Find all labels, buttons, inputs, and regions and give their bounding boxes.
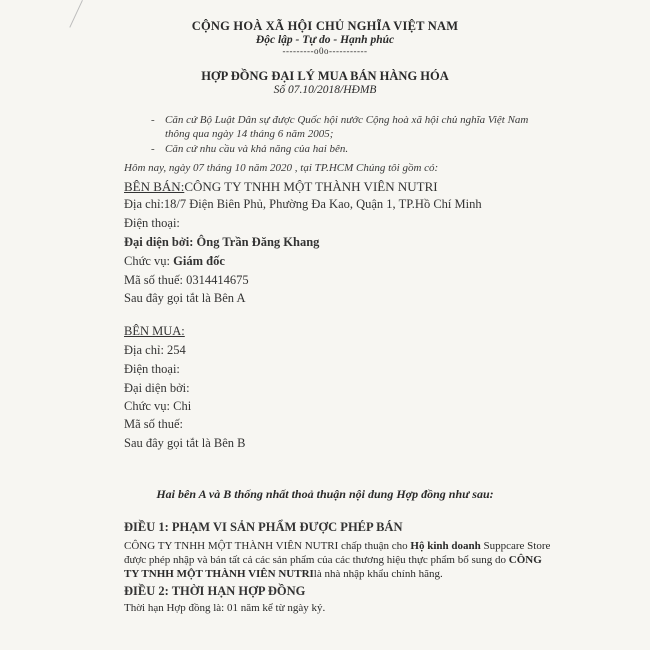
today-line: Hôm nay, ngày 07 tháng 10 năm 2020 , tại TP.HCM Chúng tôi gồm có: bbox=[124, 162, 439, 174]
party-a-address: Địa chỉ:18/7 Điện Biên Phủ, Phường Đa Kao, Quận 1, TP.Hồ Chí Minh bbox=[124, 197, 482, 211]
party-a-name: CÔNG TY TNHH MỘT THÀNH VIÊN NUTRI bbox=[184, 179, 438, 194]
party-a-title bbox=[124, 180, 438, 193]
party-a-position-label: Chức vụ: bbox=[124, 254, 174, 268]
party-a-position bbox=[124, 255, 225, 268]
basis-1-line-2: thông qua ngày 14 tháng 6 năm 2005; bbox=[165, 128, 334, 140]
article-1-line-2 bbox=[124, 555, 542, 566]
party-b-alias: Sau đây gọi tắt là Bên B bbox=[124, 436, 246, 450]
party-a-alias: Sau đây gọi tắt là Bên A bbox=[124, 291, 246, 305]
motto: Độc lập - Tự do - Hạnh phúc bbox=[255, 34, 395, 46]
article-1-line-3-a: TY TNHH MỘT THÀNH VIÊN NUTRI bbox=[124, 568, 314, 580]
article-1-line-1-a: CÔNG TY TNHH MỘT THÀNH VIÊN NUTRI chấp thuận cho bbox=[124, 540, 411, 552]
party-a-phone: Điện thoại: bbox=[124, 216, 180, 230]
article-2-line-1: Thời hạn Hợp đồng là: 01 năm kể từ ngày ký. bbox=[124, 602, 326, 614]
article-1-line-1 bbox=[124, 541, 550, 552]
bullet-dot: - bbox=[151, 114, 155, 126]
party-a-position-value: Giám đốc bbox=[173, 254, 225, 268]
article-1-line-2-a: được phép nhập và bán tất cả các sản phẩm của các thương hiệu thực phẩm bổ sung do bbox=[124, 554, 509, 566]
basis-1-line-1: Căn cứ Bộ Luật Dân sự được Quốc hội nước Cộng hoà xã hội chủ nghĩa Việt Nam bbox=[165, 114, 529, 126]
bullet-dot: - bbox=[151, 143, 155, 155]
agreement-line: Hai bên A và B thống nhất thoả thuận nội dung Hợp đồng như sau: bbox=[156, 487, 494, 501]
party-a-heading: BÊN BÁN: bbox=[124, 179, 185, 194]
article-1-heading: ĐIỀU 1: PHẠM VI SẢN PHẨM ĐƯỢC PHÉP BÁN bbox=[124, 520, 403, 534]
party-b-address: Địa chỉ: 254 bbox=[124, 343, 186, 357]
article-1-line-2-b: CÔNG bbox=[508, 554, 542, 566]
contract-number: Số 07.10/2018/HĐMB bbox=[273, 84, 377, 96]
party-b-tax-code: Mã số thuế: bbox=[124, 417, 184, 431]
header-separator: ---------o0o----------- bbox=[282, 46, 368, 56]
party-a-tax-code: Mã số thuế: 0314414675 bbox=[124, 273, 249, 287]
article-1-line-3-b: là nhà nhập khẩu chính hãng. bbox=[313, 568, 443, 580]
party-b-heading: BÊN MUA: bbox=[124, 324, 185, 338]
party-b-position: Chức vụ: Chi bbox=[124, 399, 192, 413]
article-1-line-1-c: Suppcare Store bbox=[480, 540, 551, 552]
contract-title: HỢP ĐỒNG ĐẠI LÝ MUA BÁN HÀNG HÓA bbox=[201, 69, 449, 83]
article-2-heading: ĐIỀU 2: THỜI HẠN HỢP ĐỒNG bbox=[124, 584, 306, 598]
basis-2: Căn cứ nhu cầu và khả năng của hai bên. bbox=[165, 143, 349, 155]
nation-heading: CỘNG HOÀ XÃ HỘI CHỦ NGHĨA VIỆT NAM bbox=[191, 19, 459, 33]
party-a-representative: Đại diện bởi: Ông Trần Đăng Khang bbox=[124, 235, 320, 249]
party-b-phone: Điện thoại: bbox=[124, 362, 180, 376]
party-b-representative: Đại diện bởi: bbox=[124, 381, 190, 395]
article-1-line-1-b: Hộ kinh doanh bbox=[410, 540, 481, 552]
article-1-line-3 bbox=[124, 569, 443, 580]
